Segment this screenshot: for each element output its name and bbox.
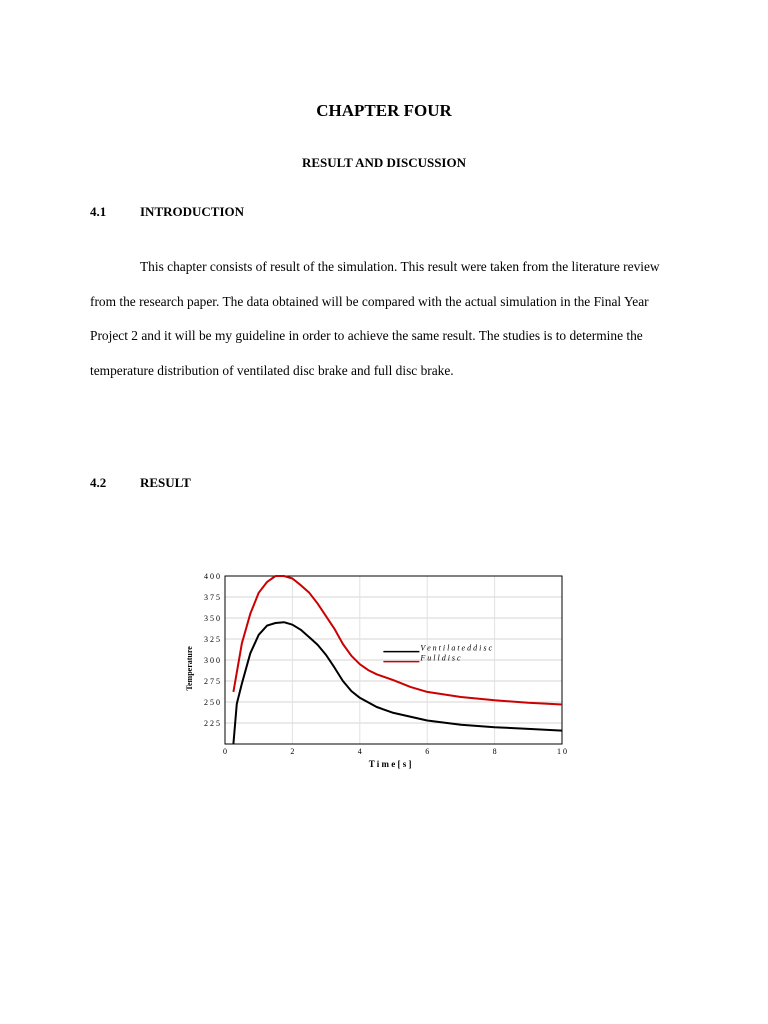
x-tick-label: 1 0: [557, 747, 567, 756]
legend-label: F u l l d i s c: [420, 653, 461, 663]
x-tick-label: 4: [357, 747, 362, 756]
y-tick-label: 2 2 5: [204, 719, 220, 728]
x-tick-label: 2: [290, 747, 295, 756]
y-tick-label: 3 7 5: [204, 593, 220, 602]
x-axis-label: T i m e [ s ]: [368, 759, 412, 769]
body-paragraph: This chapter consists of result of the simulation. This result were taken from the literature review from the research paper. The data obtained will be compared with the actual simulation in the Final Year Project 2 and it will be my guideline in order to achieve the same result. The studies is to determine the temperature distribution of ventilated disc brake and full disc brake.: [90, 259, 660, 378]
heading-number: 4.2: [90, 475, 107, 490]
heading-text: INTRODUCTION: [140, 204, 245, 219]
temperature-chart: [180, 568, 580, 788]
chapter-title: CHAPTER FOUR: [316, 101, 452, 120]
y-tick-label: 2 5 0: [204, 698, 220, 707]
section-title: RESULT AND DISCUSSION: [301, 155, 466, 170]
y-tick-label: 4 0 0: [204, 572, 220, 581]
x-tick-label: 6: [425, 747, 430, 756]
heading-introduction: [90, 204, 244, 220]
y-tick-label: 3 0 0: [204, 656, 220, 665]
x-tick-label: 8: [492, 747, 497, 756]
heading-number: 4.1: [90, 204, 107, 219]
series-line-0: [233, 622, 562, 744]
y-tick-label: 3 2 5: [204, 635, 220, 644]
legend-label: V e n t i l a t e d d i s c: [420, 643, 493, 653]
y-axis-label: Temperature: [185, 646, 194, 691]
heading-text: RESULT: [140, 475, 191, 490]
y-tick-label: 3 5 0: [204, 614, 220, 623]
heading-result: [90, 475, 191, 491]
series-line-1: [233, 576, 562, 705]
y-tick-label: 2 7 5: [204, 677, 220, 686]
x-tick-label: 0: [223, 747, 227, 756]
